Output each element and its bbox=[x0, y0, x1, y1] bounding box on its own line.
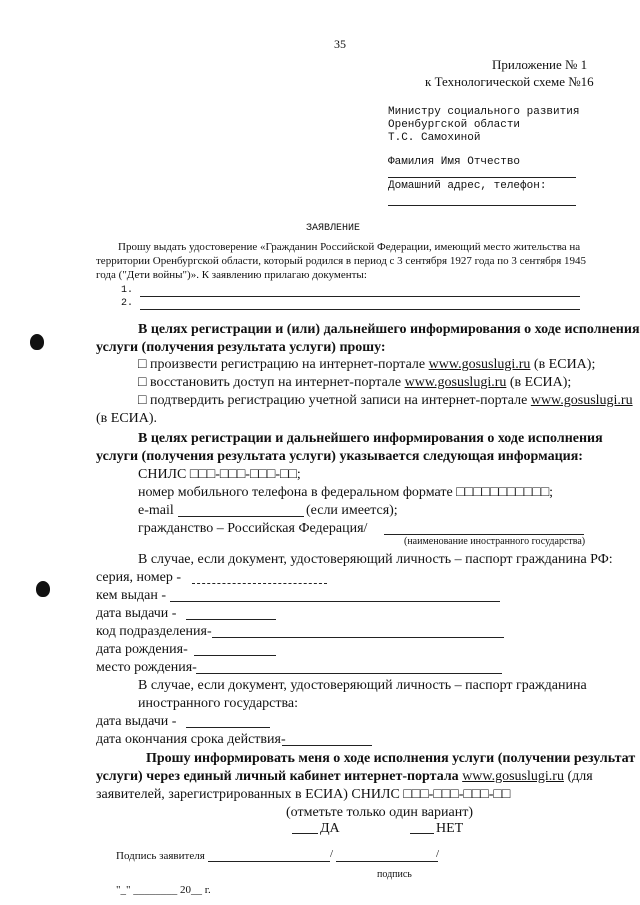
appendix-line1: Приложение № 1 bbox=[492, 57, 588, 72]
issue-date-label: дата выдачи - bbox=[96, 606, 177, 621]
gosuslugi-link-2[interactable]: www.gosuslugi.ru bbox=[404, 375, 507, 390]
inform-line-1: Прошу информировать меня о ходе исполнения услуги (получении результат bbox=[146, 751, 636, 766]
signature-slash: / bbox=[330, 848, 334, 860]
inform-line-3[interactable]: заявителей, зарегистрированных в ЕСИА) СНИЛС □□□-□□□-□□□-□□ bbox=[96, 787, 511, 802]
binder-hole-bottom bbox=[36, 581, 50, 597]
option-restore-suffix: (в ЕСИА); bbox=[506, 375, 572, 390]
request-line2: территории Оренбургской области, который родился в период с 3 сентября 1927 года по 3 сентября 1945 bbox=[96, 255, 587, 267]
addressee-line2: Оренбургской области bbox=[388, 119, 521, 131]
citizenship-label: гражданство – Российская Федерация/ bbox=[138, 521, 368, 536]
issue-date-field[interactable] bbox=[186, 619, 276, 620]
option-confirm-cont: (в ЕСИА). bbox=[96, 411, 158, 426]
binder-hole-top bbox=[30, 334, 44, 350]
option-register-prefix: □ произвести регистрацию на интернет-портале bbox=[138, 357, 429, 372]
no-mark-field[interactable] bbox=[410, 833, 434, 834]
foreign-issue-date-field[interactable] bbox=[186, 727, 270, 728]
option-confirm-account[interactable] bbox=[138, 393, 633, 409]
issued-by-label: кем выдан - bbox=[96, 588, 167, 603]
expiry-date-label: дата окончания срока действия- bbox=[96, 732, 286, 747]
signature-name-field[interactable] bbox=[336, 861, 438, 862]
birth-place-label: место рождения- bbox=[96, 660, 197, 675]
phone-field[interactable]: номер мобильного телефона в федеральном формате □□□□□□□□□□□; bbox=[138, 485, 554, 500]
signature-label: Подпись заявителя bbox=[116, 850, 205, 862]
attachment-item-2: 2. bbox=[121, 298, 134, 309]
fio-line bbox=[388, 177, 576, 178]
addressee-line1: Министру социального развития bbox=[388, 106, 580, 118]
series-label: серия, номер - bbox=[96, 570, 181, 585]
passport-foreign-intro-1: В случае, если документ, удостоверяющий личность – паспорт гражданина bbox=[138, 678, 587, 693]
request-line3: года ("Дети войны")». К заявлению прилагаю документы: bbox=[96, 269, 367, 281]
option-register-suffix: (в ЕСИА); bbox=[530, 357, 596, 372]
section2-heading-2: услуги (получения результата услуги) указывается следующая информация: bbox=[96, 449, 583, 464]
dept-code-label: код подразделения- bbox=[96, 624, 212, 639]
address-label: Домашний адрес, телефон: bbox=[388, 180, 547, 192]
gosuslugi-link-3[interactable]: www.gosuslugi.ru bbox=[530, 393, 633, 408]
attachment-line-1 bbox=[140, 296, 580, 297]
date-field[interactable]: "_" ________ 20__ г. bbox=[116, 884, 211, 896]
attachment-line-2 bbox=[140, 309, 580, 310]
foreign-issue-date-label: дата выдачи - bbox=[96, 714, 177, 729]
birth-place-field[interactable] bbox=[196, 673, 502, 674]
page-number: 35 bbox=[334, 37, 346, 51]
section2-heading-1: В целях регистрации и дальнейшего информирования о ходе исполнения bbox=[138, 431, 603, 446]
option-restore-access[interactable] bbox=[138, 375, 571, 391]
inform-line-2-tail: (для bbox=[563, 769, 593, 784]
email-label: e-mail bbox=[138, 503, 174, 518]
choose-one-note: (отметьте только один вариант) bbox=[286, 805, 474, 820]
passport-rf-intro: В случае, если документ, удостоверяющий личность – паспорт гражданина РФ: bbox=[138, 552, 613, 567]
signature-caption: подпись bbox=[377, 869, 412, 880]
appendix-line2: к Технологической схеме №16 bbox=[425, 74, 594, 89]
gosuslugi-link-1[interactable]: www.gosuslugi.ru bbox=[428, 357, 531, 372]
series-field[interactable] bbox=[192, 583, 327, 584]
passport-foreign-intro-2: иностранного государства: bbox=[138, 696, 299, 711]
email-field[interactable] bbox=[178, 516, 304, 517]
section1-heading-1: В целях регистрации и (или) дальнейшего информирования о ходе исполнения bbox=[138, 322, 640, 337]
yes-option[interactable]: ДА bbox=[320, 821, 340, 836]
snils-field[interactable]: СНИЛС □□□-□□□-□□□-□□; bbox=[138, 467, 301, 482]
email-suffix: (если имеется); bbox=[306, 503, 398, 518]
foreign-state-caption: (наименование иностранного государства) bbox=[404, 536, 586, 547]
option-register[interactable] bbox=[138, 357, 595, 373]
document-title: ЗАЯВЛЕНИЕ bbox=[306, 223, 361, 234]
attachment-item-1: 1. bbox=[121, 285, 134, 296]
inform-line-2-bold: услуги) через единый личный кабинет интернет-портала bbox=[96, 769, 463, 784]
section1-heading-2: услуги (получения результата услуги) прошу: bbox=[96, 340, 386, 355]
signature-slash-end: / bbox=[436, 848, 440, 860]
inform-line-2 bbox=[96, 769, 593, 785]
birth-date-field[interactable] bbox=[194, 655, 276, 656]
citizenship-field[interactable] bbox=[384, 534, 584, 535]
yes-mark-field[interactable] bbox=[292, 833, 318, 834]
dept-code-field[interactable] bbox=[212, 637, 504, 638]
gosuslugi-link-4[interactable]: www.gosuslugi.ru bbox=[462, 769, 564, 784]
no-option[interactable]: НЕТ bbox=[436, 821, 464, 836]
request-line1: Прошу выдать удостоверение «Гражданин Российской Федерации, имеющий место жительства на bbox=[118, 241, 581, 253]
signature-field[interactable] bbox=[208, 861, 330, 862]
option-confirm-prefix: □ подтвердить регистрацию учетной записи на интернет-портале bbox=[138, 393, 531, 408]
address-line bbox=[388, 205, 576, 206]
birth-date-label: дата рождения- bbox=[96, 642, 188, 657]
fio-label: Фамилия Имя Отчество bbox=[388, 156, 521, 168]
addressee-line3: Т.С. Самохиной bbox=[388, 132, 481, 144]
issued-by-field[interactable] bbox=[170, 601, 500, 602]
option-restore-prefix: □ восстановить доступ на интернет-портале bbox=[138, 375, 405, 390]
expiry-date-field[interactable] bbox=[282, 745, 372, 746]
